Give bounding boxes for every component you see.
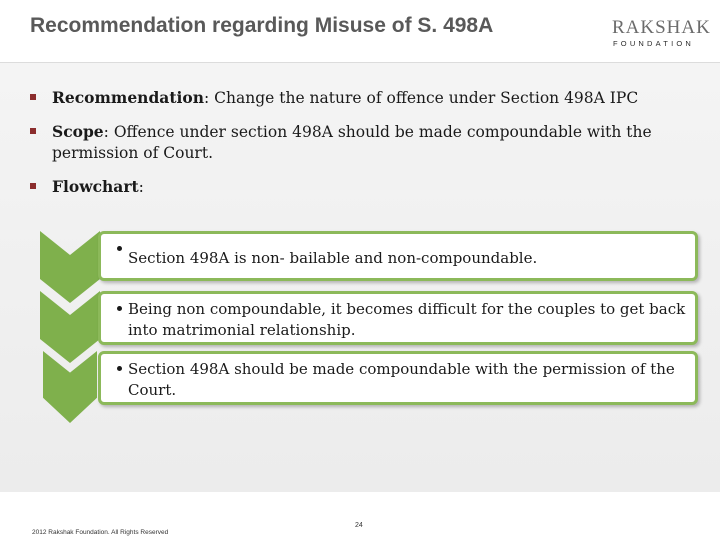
slide-title: Recommendation regarding Misuse of S. 498A: [30, 14, 494, 37]
slide-header: [0, 0, 720, 62]
bullet-list: [30, 87, 690, 210]
bullet-text: :: [138, 178, 144, 196]
flowchart-step-1: [98, 231, 698, 281]
copyright-notice: 2012 Rakshak Foundation. All Rights Reserved: [32, 529, 169, 536]
slide-footer: [0, 492, 720, 540]
step-text: Section 498A is non- bailable and non-compoundable.: [128, 249, 538, 267]
flowchart-step-2: [98, 291, 698, 345]
bullet-key: Flowchart: [52, 177, 139, 196]
bullet-key: Scope: [52, 122, 104, 141]
flowchart-step-3: [98, 351, 698, 405]
square-bullet-icon: [30, 94, 36, 100]
square-bullet-icon: [30, 183, 36, 189]
page-number: 24: [355, 522, 363, 529]
step-text: Being non compoundable, it becomes difficult for the couples to get back into matrimonial relationship.: [128, 300, 686, 339]
bullet-text: : Offence under section 498A should be made compoundable with the permission of Court.: [52, 123, 652, 162]
logo-wordmark: RAKSHAK: [612, 17, 711, 38]
bullet-flowchart: [30, 176, 690, 198]
flowchart: [40, 231, 700, 441]
chevron-down-icon: [40, 351, 100, 423]
bullet-key: Recommendation: [52, 88, 204, 107]
step-text: Section 498A should be made compoundable with the permission of the Court.: [128, 360, 675, 399]
logo-subtitle: FOUNDATION: [613, 39, 695, 48]
bullet-dot-icon: [117, 246, 122, 251]
bullet-dot-icon: [117, 306, 122, 311]
bullet-text: : Change the nature of offence under Section 498A IPC: [204, 89, 639, 107]
bullet-dot-icon: [117, 366, 122, 371]
rakshak-foundation-logo: [612, 18, 712, 48]
bullet-scope: [30, 121, 690, 164]
square-bullet-icon: [30, 128, 36, 134]
slide-content: [0, 62, 720, 492]
bullet-recommendation: [30, 87, 690, 109]
